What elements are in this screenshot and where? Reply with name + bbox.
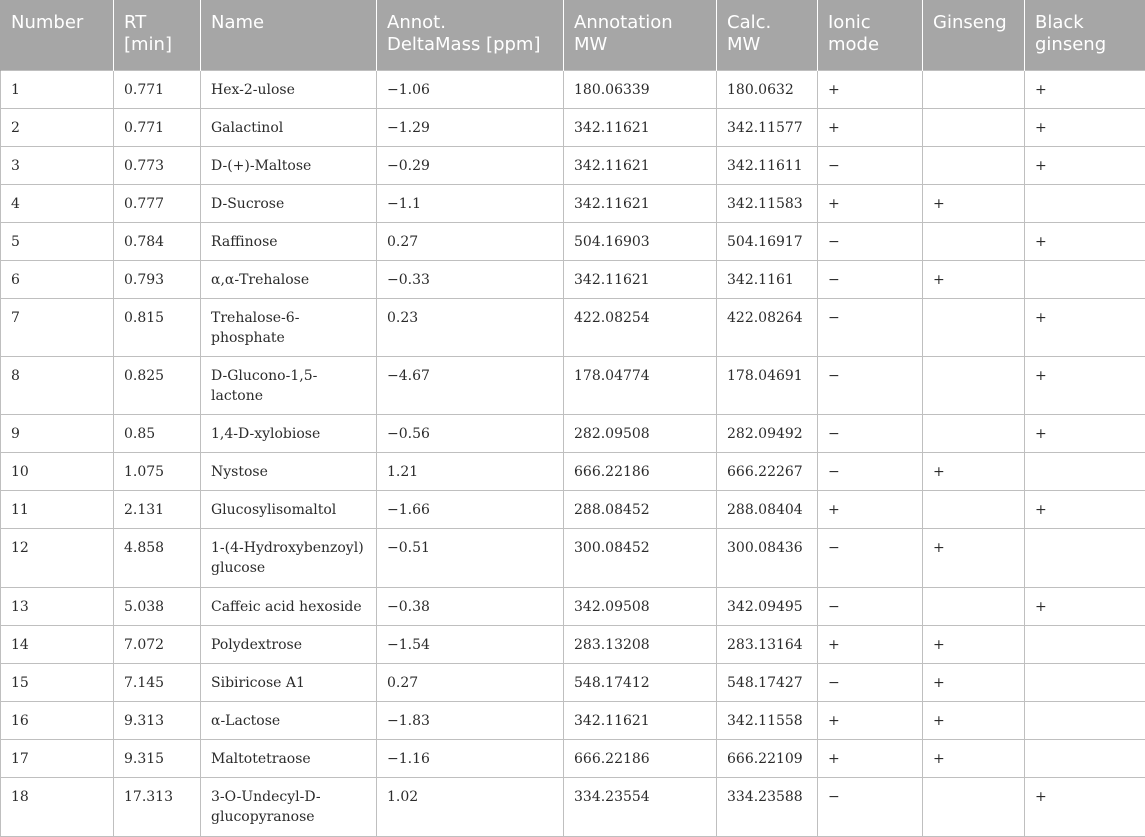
cell-calc-mw: 180.0632 (717, 71, 818, 109)
cell-number: 15 (1, 664, 114, 702)
cell-name: Glucosylisomaltol (201, 491, 377, 529)
cell-black-ginseng: + (1025, 147, 1145, 185)
cell-rt: 0.777 (114, 185, 201, 223)
cell-annotation-mw: 504.16903 (564, 223, 717, 261)
cell-calc-mw: 342.11577 (717, 109, 818, 147)
cell-annotation-mw: 334.23554 (564, 778, 717, 837)
cell-name: Hex-2-ulose (201, 71, 377, 109)
header-black-ginseng: Black ginseng (1025, 0, 1145, 71)
cell-delta-mass: −1.06 (377, 71, 564, 109)
cell-name: 1,4-D-xylobiose (201, 415, 377, 453)
cell-number: 14 (1, 626, 114, 664)
table-body (1, 71, 1145, 837)
cell-ginseng: + (923, 664, 1025, 702)
cell-calc-mw: 283.13164 (717, 626, 818, 664)
cell-ionic-mode: − (818, 529, 923, 588)
cell-calc-mw: 548.17427 (717, 664, 818, 702)
cell-number: 4 (1, 185, 114, 223)
cell-rt: 5.038 (114, 588, 201, 626)
cell-rt: 0.825 (114, 357, 201, 415)
cell-name: 1-(4-Hydroxybenzoyl) glucose (201, 529, 377, 588)
cell-black-ginseng: + (1025, 588, 1145, 626)
cell-number: 5 (1, 223, 114, 261)
cell-black-ginseng (1025, 185, 1145, 223)
cell-rt: 0.773 (114, 147, 201, 185)
cell-ginseng (923, 299, 1025, 357)
cell-annotation-mw: 666.22186 (564, 453, 717, 491)
cell-delta-mass: 1.02 (377, 778, 564, 837)
cell-annotation-mw: 422.08254 (564, 299, 717, 357)
cell-rt: 9.313 (114, 702, 201, 740)
header-delta-mass: Annot. DeltaMass [ppm] (377, 0, 564, 71)
cell-black-ginseng (1025, 261, 1145, 299)
table-row (1, 299, 1145, 357)
cell-rt: 4.858 (114, 529, 201, 588)
cell-black-ginseng: + (1025, 491, 1145, 529)
cell-ionic-mode: − (818, 147, 923, 185)
cell-ginseng: + (923, 626, 1025, 664)
table-row (1, 357, 1145, 415)
table-row (1, 109, 1145, 147)
cell-ionic-mode: + (818, 185, 923, 223)
cell-annotation-mw: 666.22186 (564, 740, 717, 778)
cell-delta-mass: −1.54 (377, 626, 564, 664)
cell-black-ginseng (1025, 740, 1145, 778)
cell-ginseng (923, 147, 1025, 185)
cell-annotation-mw: 342.11621 (564, 261, 717, 299)
cell-number: 12 (1, 529, 114, 588)
cell-ginseng (923, 588, 1025, 626)
cell-black-ginseng (1025, 664, 1145, 702)
cell-ionic-mode: − (818, 261, 923, 299)
cell-ionic-mode: + (818, 71, 923, 109)
cell-ionic-mode: + (818, 702, 923, 740)
cell-calc-mw: 282.09492 (717, 415, 818, 453)
cell-calc-mw: 342.11611 (717, 147, 818, 185)
cell-rt: 0.771 (114, 109, 201, 147)
header-row (1, 0, 1145, 71)
cell-annotation-mw: 283.13208 (564, 626, 717, 664)
cell-delta-mass: −0.56 (377, 415, 564, 453)
cell-calc-mw: 504.16917 (717, 223, 818, 261)
table-row (1, 664, 1145, 702)
cell-calc-mw: 666.22267 (717, 453, 818, 491)
header-ionic-mode: Ionic mode (818, 0, 923, 71)
cell-number: 10 (1, 453, 114, 491)
cell-calc-mw: 178.04691 (717, 357, 818, 415)
cell-name: D-(+)-Maltose (201, 147, 377, 185)
cell-number: 2 (1, 109, 114, 147)
cell-number: 1 (1, 71, 114, 109)
cell-rt: 0.85 (114, 415, 201, 453)
cell-black-ginseng: + (1025, 415, 1145, 453)
cell-ionic-mode: − (818, 664, 923, 702)
cell-annotation-mw: 342.09508 (564, 588, 717, 626)
cell-annotation-mw: 178.04774 (564, 357, 717, 415)
cell-calc-mw: 334.23588 (717, 778, 818, 837)
cell-ionic-mode: + (818, 491, 923, 529)
cell-ginseng: + (923, 740, 1025, 778)
cell-calc-mw: 422.08264 (717, 299, 818, 357)
cell-name: α,α-Trehalose (201, 261, 377, 299)
table-row (1, 491, 1145, 529)
cell-annotation-mw: 342.11621 (564, 109, 717, 147)
cell-delta-mass: 1.21 (377, 453, 564, 491)
cell-black-ginseng: + (1025, 223, 1145, 261)
cell-name: Trehalose-6-phosphate (201, 299, 377, 357)
cell-rt: 0.815 (114, 299, 201, 357)
cell-rt: 17.313 (114, 778, 201, 837)
cell-black-ginseng: + (1025, 71, 1145, 109)
cell-black-ginseng: + (1025, 109, 1145, 147)
cell-delta-mass: −0.29 (377, 147, 564, 185)
cell-black-ginseng (1025, 626, 1145, 664)
cell-delta-mass: 0.27 (377, 223, 564, 261)
cell-delta-mass: −0.33 (377, 261, 564, 299)
cell-delta-mass: −1.16 (377, 740, 564, 778)
cell-name: Nystose (201, 453, 377, 491)
cell-number: 9 (1, 415, 114, 453)
cell-calc-mw: 300.08436 (717, 529, 818, 588)
cell-name: D-Glucono-1,5-lactone (201, 357, 377, 415)
cell-rt: 7.145 (114, 664, 201, 702)
cell-ionic-mode: − (818, 223, 923, 261)
cell-delta-mass: 0.27 (377, 664, 564, 702)
header-annotation-mw: Annotation MW (564, 0, 717, 71)
cell-number: 3 (1, 147, 114, 185)
table-row (1, 415, 1145, 453)
table-row (1, 529, 1145, 588)
cell-number: 18 (1, 778, 114, 837)
cell-ionic-mode: + (818, 740, 923, 778)
cell-delta-mass: −4.67 (377, 357, 564, 415)
header-name: Name (201, 0, 377, 71)
cell-rt: 9.315 (114, 740, 201, 778)
table-row (1, 261, 1145, 299)
cell-number: 13 (1, 588, 114, 626)
cell-calc-mw: 342.11583 (717, 185, 818, 223)
cell-delta-mass: −1.1 (377, 185, 564, 223)
header-number: Number (1, 0, 114, 71)
table-row (1, 740, 1145, 778)
cell-name: Galactinol (201, 109, 377, 147)
cell-name: Sibiricose A1 (201, 664, 377, 702)
cell-ginseng: + (923, 702, 1025, 740)
cell-black-ginseng: + (1025, 778, 1145, 837)
header-rt: RT [min] (114, 0, 201, 71)
cell-annotation-mw: 342.11621 (564, 185, 717, 223)
cell-name: α-Lactose (201, 702, 377, 740)
cell-delta-mass: −0.38 (377, 588, 564, 626)
cell-rt: 1.075 (114, 453, 201, 491)
cell-rt: 7.072 (114, 626, 201, 664)
table-row (1, 185, 1145, 223)
cell-black-ginseng (1025, 453, 1145, 491)
cell-name: Polydextrose (201, 626, 377, 664)
table-row (1, 147, 1145, 185)
cell-ionic-mode: − (818, 357, 923, 415)
cell-black-ginseng: + (1025, 357, 1145, 415)
table-row (1, 453, 1145, 491)
cell-number: 7 (1, 299, 114, 357)
cell-ginseng: + (923, 529, 1025, 588)
cell-number: 11 (1, 491, 114, 529)
header-calc-mw: Calc. MW (717, 0, 818, 71)
cell-ginseng: + (923, 185, 1025, 223)
cell-name: Raffinose (201, 223, 377, 261)
cell-annotation-mw: 548.17412 (564, 664, 717, 702)
cell-delta-mass: −0.51 (377, 529, 564, 588)
cell-ionic-mode: + (818, 626, 923, 664)
cell-ionic-mode: − (818, 588, 923, 626)
table-row (1, 702, 1145, 740)
cell-annotation-mw: 342.11621 (564, 147, 717, 185)
cell-delta-mass: −1.29 (377, 109, 564, 147)
cell-ionic-mode: − (818, 453, 923, 491)
cell-number: 17 (1, 740, 114, 778)
cell-annotation-mw: 300.08452 (564, 529, 717, 588)
cell-annotation-mw: 282.09508 (564, 415, 717, 453)
cell-ginseng (923, 491, 1025, 529)
header-ginseng: Ginseng (923, 0, 1025, 71)
cell-calc-mw: 666.22109 (717, 740, 818, 778)
cell-calc-mw: 342.11558 (717, 702, 818, 740)
table-row (1, 588, 1145, 626)
cell-ionic-mode: − (818, 415, 923, 453)
cell-black-ginseng: + (1025, 299, 1145, 357)
cell-delta-mass: 0.23 (377, 299, 564, 357)
cell-ginseng (923, 357, 1025, 415)
cell-ionic-mode: − (818, 778, 923, 837)
cell-ionic-mode: + (818, 109, 923, 147)
cell-ginseng (923, 778, 1025, 837)
cell-rt: 0.784 (114, 223, 201, 261)
cell-name: D-Sucrose (201, 185, 377, 223)
cell-name: 3-O-Undecyl-D-glucopyranose (201, 778, 377, 837)
cell-annotation-mw: 180.06339 (564, 71, 717, 109)
cell-number: 8 (1, 357, 114, 415)
cell-ginseng (923, 223, 1025, 261)
cell-black-ginseng (1025, 702, 1145, 740)
cell-ginseng (923, 415, 1025, 453)
cell-ginseng (923, 109, 1025, 147)
table-row (1, 778, 1145, 837)
cell-number: 6 (1, 261, 114, 299)
cell-calc-mw: 288.08404 (717, 491, 818, 529)
cell-number: 16 (1, 702, 114, 740)
table-row (1, 71, 1145, 109)
cell-delta-mass: −1.66 (377, 491, 564, 529)
cell-name: Maltotetraose (201, 740, 377, 778)
cell-annotation-mw: 288.08452 (564, 491, 717, 529)
cell-calc-mw: 342.1161 (717, 261, 818, 299)
table-row (1, 223, 1145, 261)
cell-ginseng (923, 71, 1025, 109)
cell-ginseng: + (923, 261, 1025, 299)
cell-rt: 2.131 (114, 491, 201, 529)
cell-rt: 0.793 (114, 261, 201, 299)
cell-name: Caffeic acid hexoside (201, 588, 377, 626)
table-row (1, 626, 1145, 664)
cell-ionic-mode: − (818, 299, 923, 357)
cell-annotation-mw: 342.11621 (564, 702, 717, 740)
cell-delta-mass: −1.83 (377, 702, 564, 740)
cell-rt: 0.771 (114, 71, 201, 109)
cell-ginseng: + (923, 453, 1025, 491)
cell-black-ginseng (1025, 529, 1145, 588)
cell-calc-mw: 342.09495 (717, 588, 818, 626)
